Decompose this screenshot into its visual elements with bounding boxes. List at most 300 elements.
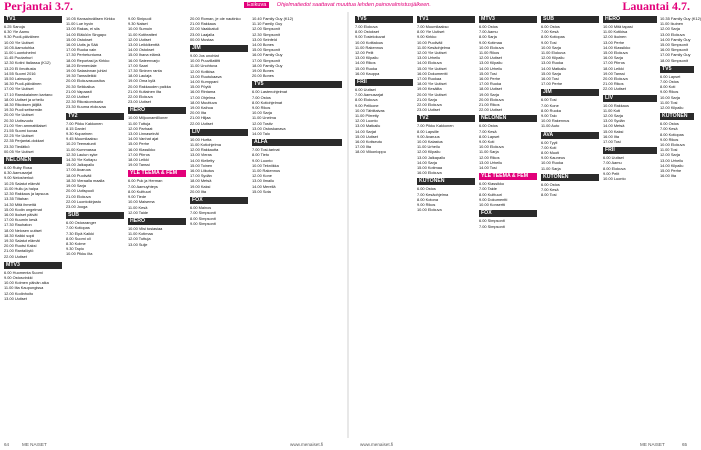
programme-listing: 11.00 Tosi — [660, 147, 678, 153]
programme-listing: 8.00 Lapset — [479, 133, 500, 139]
programme-listing: 18.00 Uutiset ja urheilu — [4, 96, 44, 102]
programme-listing: 16.00 Uutis ja Sää — [66, 42, 98, 48]
programme-listing: 17.30 Sininen ranta — [128, 68, 162, 74]
schedule-column — [541, 16, 599, 438]
programme-listing: 10.00 Rakkaus — [603, 102, 629, 108]
channel-header: TV5 — [660, 66, 694, 73]
programme-listing: 10.00 Konsertti — [479, 202, 506, 208]
programme-listing: 9.00 Talo — [541, 113, 557, 119]
schedule-column — [479, 16, 537, 438]
programme-listing: 14.00 Talo — [252, 131, 270, 137]
programme-listing: 22.00 Elokuva — [128, 94, 153, 100]
channel-header: HERO — [603, 16, 657, 23]
programme-listing: 13.00 Perhe — [603, 39, 625, 45]
programme-listing: 7.00 Aamu — [479, 29, 498, 35]
programme-listing: 22.00 Luontokirjasto — [66, 198, 102, 204]
programme-listing: 12.00 Simpsonit — [252, 26, 280, 32]
programme-listing: 19.30 Tanssileikki — [66, 73, 97, 79]
programme-listing: 18.30 Kaikki sopii — [4, 232, 35, 238]
programme-listing: 9.00 Tosi — [541, 39, 557, 45]
channel-block — [541, 174, 599, 198]
programme-listing: 10.00 Pikku ilta — [66, 251, 93, 257]
programme-listing: 13.00 Rakas, ei siis — [66, 26, 100, 32]
programme-listing: 9.00 Kauneus — [541, 155, 566, 161]
programme-listing: 13.00 Urheilu — [417, 55, 441, 61]
schedule-column — [66, 16, 124, 438]
programme-listing: 14.00 Family Guy — [660, 36, 691, 42]
programme-listing: 18.00 Viikonloppu — [355, 149, 386, 155]
channel-header: KUTONEN — [417, 178, 475, 185]
programme-listing: 21.55 Suomi kuvaa — [4, 128, 38, 134]
channel-header: MTV3 — [4, 262, 62, 269]
right-page-day-title: Lauantai 4.7. — [622, 0, 690, 13]
channel-header: FRII — [603, 147, 657, 154]
programme-listing: 8.00 Ostokset — [355, 29, 380, 35]
programme-listing: 12.00 Rikos — [479, 154, 500, 160]
programme-listing: 12.00 Taide — [128, 209, 149, 215]
programme-listing: 17.00 Ruoka — [479, 81, 502, 87]
programme-listing: 15.00 Jalkapallo — [66, 162, 95, 168]
channel-block — [479, 210, 537, 228]
channel-block — [66, 212, 124, 256]
programme-listing: 9.00 Koti — [479, 139, 495, 145]
programme-listing: 7.00 Aamuyhteys — [128, 183, 158, 189]
programme-listing: 8.00 Koti — [660, 84, 676, 90]
programme-listing: 14.00 Kilpailu — [660, 162, 684, 168]
programme-listing: 10.00 Yle Uutiset — [4, 39, 34, 45]
programme-listing: 19.00 Satasinnan juhlat — [66, 68, 107, 74]
programme-listing: 19.00 Sarja — [479, 91, 499, 97]
programme-listing: 6.30 Yle Aamu — [4, 29, 30, 35]
programme-listing: 8.00 Kotona — [417, 196, 438, 202]
programme-listing: 21.00 Elokuva — [66, 193, 91, 199]
channel-header: TV5 — [252, 81, 342, 88]
programme-listing: 16.00 Kauppa — [355, 70, 380, 76]
programme-listing: 8.00 Tosi — [541, 192, 557, 198]
right-url: www.menaiset.fi — [360, 442, 394, 447]
programme-listing: 9.00 Nelosherkut — [4, 175, 34, 181]
programme-listing: 9.00 Simpsonit — [190, 220, 216, 226]
programme-listing: 13.35 Tiltahan — [4, 196, 29, 202]
channel-block — [252, 16, 342, 78]
programme-listing: 17.00 Ilta — [355, 144, 372, 150]
programme-listing: 8.00 Kotiopas — [541, 34, 565, 40]
programme-listing: 11.00 Kotiteatteri — [128, 31, 158, 37]
programme-listing: 11.00 Ilta Kaupungissa — [4, 285, 44, 291]
programme-listing: 17.00 Simpsonit — [252, 57, 280, 63]
programme-listing: 10.00 Kalastus — [417, 139, 443, 145]
programme-listing: 14.55 Suomi 2016 — [4, 70, 36, 76]
programme-listing: 6.00 Uutiset — [355, 87, 376, 93]
programme-listing: 6.00 Mainos — [190, 205, 212, 211]
programme-listing: 11.00 Tuttuja — [128, 120, 151, 126]
programme-listing: 11.00 Unelma — [252, 115, 276, 121]
programme-listing: 19.00 Sarja — [66, 183, 86, 189]
programme-listing: 17.00 Family Guy — [660, 52, 691, 58]
programme-listing: 20.00 Ruotsi Kaksi — [4, 243, 37, 249]
programme-listing: 10.00 Tekniikka — [252, 162, 279, 168]
programme-listing: 9.45 Muumilaakso — [66, 136, 98, 142]
programme-listing: 20.00 Roman, je ole nautinko — [190, 16, 241, 21]
programme-listing: 15.00 Ostokset — [66, 36, 93, 42]
channel-block — [541, 89, 599, 128]
channel-header: HERO — [128, 218, 186, 225]
programme-listing: 15.00 Tosi — [479, 70, 497, 76]
programme-listing: 17.00 Kuumin kesä — [4, 217, 38, 223]
programme-listing: 8.00 Elokuva — [355, 97, 378, 103]
programme-listing: 13.00 Jalkapallo — [417, 154, 446, 160]
programme-listing: 9.00 Tiede — [128, 194, 147, 200]
channel-header: YLE TEEMA & FEM — [479, 173, 537, 180]
programme-listing: 14.00 Klassikko — [603, 44, 631, 50]
programme-listing: 7.00 Kone — [541, 102, 559, 108]
programme-listing: 7.00 Koti — [541, 144, 557, 150]
channel-block — [252, 139, 342, 194]
programme-listing: 12.00 Kilpailu — [660, 105, 684, 111]
programme-listing: 11.00 Auto — [541, 123, 560, 129]
programme-listing: 13.00 Urheilu — [479, 159, 503, 165]
programme-listing: 13.00 Matkailu — [355, 123, 381, 129]
programme-listing: 9.00 Dokumentti — [479, 196, 508, 202]
programme-listing: 16.00 Family Guy — [252, 52, 283, 58]
channel-header: FOX — [479, 210, 537, 217]
programme-listing: 13.00 Linnaseinät — [128, 131, 159, 137]
programme-listing: 18.00 Leikki — [128, 157, 149, 163]
programme-listing: 12.00 Kilpailu — [541, 55, 565, 61]
programme-listing: 13.00 Seinfeld — [252, 36, 277, 42]
channel-block — [128, 170, 186, 214]
programme-listing: 11.00 Piirretty — [355, 113, 379, 119]
programme-listing: 13.00 Ostoskanava — [252, 125, 286, 131]
programme-listing: 6.00 Ostosranger — [66, 220, 97, 226]
programme-listing: 11.00 Ikuinen — [660, 21, 684, 27]
programme-listing: 7.00 Kotiopas — [66, 225, 90, 231]
programme-listing: 7.00 Ostos — [252, 94, 271, 100]
programme-listing: 12.30 Simpsonit — [252, 31, 280, 37]
channel-header: TV1 — [417, 16, 475, 23]
channel-header: YLE TEEMA & FEM — [128, 170, 186, 177]
programme-listing: 15.00 Perhe — [660, 168, 682, 174]
channel-header: LIV — [603, 95, 657, 102]
programme-listing: 14.00 Vanhat ajat — [128, 136, 159, 142]
programme-listing: 20.00 Elokuva — [603, 76, 628, 82]
programme-listing: 21.00 Ylen ammattilaiset — [4, 122, 47, 128]
programme-listing: 10.40 Family Guy (K12) — [252, 16, 294, 21]
programme-listing: 8.15 Daniel — [66, 125, 86, 131]
programme-listing: 22.00 Uutiset — [603, 86, 626, 92]
programme-listing: 20.30 Uutisvuoto — [4, 117, 34, 123]
programme-listing: 10.25 Salatut elämät — [4, 180, 40, 186]
channel-block — [660, 66, 694, 110]
programme-listing: 7.00 Pikku Kakkonen — [66, 120, 103, 126]
programme-listing: 7.00 Aamu — [603, 160, 622, 166]
programme-listing: 14.00 Tosi — [479, 165, 497, 171]
programme-listing: 11.00 Urheilu — [417, 144, 440, 150]
programme-listing: 9.00 Kirkko — [417, 34, 437, 40]
programme-listing: 11.00 Sarja — [479, 149, 499, 155]
programme-listing: 9.00 Rikos — [417, 202, 436, 208]
programme-listing: 18.00 Nelosen uutiset — [4, 227, 42, 233]
programme-listing: 12.00 Kilpailu — [417, 149, 441, 155]
programme-listing: 16.00 Perhe — [479, 76, 501, 82]
channel-block — [660, 16, 701, 63]
programme-listing: 18.00 Metsä — [190, 178, 212, 184]
programme-listing: 12.00 Sarja — [660, 26, 680, 32]
channel-block — [190, 16, 248, 42]
channel-header: LIV — [190, 129, 248, 136]
channel-header: SUB — [541, 16, 599, 23]
programme-listing: 21.00 Sarja — [417, 96, 437, 102]
programme-listing: 19.00 Tanssi — [603, 70, 625, 76]
programme-listing: 11.00 Elokuva — [541, 50, 566, 56]
programme-listing: 8.00 Kotiohjelmat — [252, 99, 283, 105]
programme-listing: 11.00 Kotiohjelma — [190, 142, 221, 148]
programme-listing: 15.00 Toinen — [190, 162, 213, 168]
programme-listing: 7.00 Kesä — [541, 29, 559, 35]
schedule-column — [252, 16, 342, 438]
left-page-number: 64 — [4, 442, 10, 447]
programme-listing: 9.00 Luonto — [252, 157, 273, 163]
programme-listing: 7.00 Tosi-tarinat — [252, 147, 280, 153]
programme-listing: 10.05 Kansainvälisen Kirkko — [66, 16, 115, 21]
programme-listing: 19.30 Puoli seitsemän — [4, 107, 43, 113]
left-page-day-title: Perjantai 3.7. — [4, 0, 73, 13]
programme-listing: 16.30 Puoli-päiväinen — [4, 81, 42, 87]
programme-listing: 11.00 Rikos — [479, 50, 500, 56]
programme-listing: 12.00 Parhaat — [128, 125, 153, 131]
programme-listing: 13.20 Ei ilmoitusta — [4, 65, 36, 71]
programme-listing: 13.00 Ruutukaava — [190, 73, 222, 79]
programme-listing: 15.00 Pöytä — [190, 84, 211, 90]
programme-listing: 7.00 Aamusarjat — [355, 92, 384, 98]
programme-listing: 13.00 Sydän — [603, 118, 625, 124]
programme-listing: 14.00 Merellä — [252, 183, 276, 189]
programme-listing: 17.30 Perhetuntuma — [66, 52, 102, 58]
programme-listing: 10.00 Luonto — [603, 176, 626, 182]
programme-listing: 9.00 Kotimaa — [479, 39, 502, 45]
programme-listing: 20.00 Yle Uutiset — [4, 112, 34, 118]
channel-block — [417, 115, 475, 175]
programme-listing: 20.00 Rakkauden paikka — [128, 83, 171, 89]
left-brand: ME NAISET — [22, 442, 47, 447]
programme-listing: 6.00 Simpsonit — [479, 218, 505, 224]
channel-header: NELONEN — [4, 157, 62, 164]
programme-listing: 11.00 Unohtuva — [190, 63, 218, 69]
programme-listing: 17.00 Perhe — [541, 81, 563, 87]
programme-listing: 11.00 Rakennus — [355, 44, 384, 50]
programme-listing: 7.00 Simpsonit — [190, 210, 216, 216]
channel-block — [417, 16, 475, 112]
programme-listing: 9.00 Rikos — [252, 105, 271, 111]
channel-block — [4, 16, 62, 154]
programme-listing: 17.00 Piirros — [128, 151, 150, 157]
programme-listing: 19.00 Bones — [252, 68, 274, 74]
programme-listing: 6.00 Ostos — [479, 123, 498, 129]
programme-listing: 19.00 Tanssi — [128, 162, 150, 168]
programme-listing: 16.00 Klassikko — [128, 146, 156, 152]
channel-header: AVA — [541, 132, 599, 139]
channel-block — [190, 129, 248, 194]
programme-listing: 7.00 Taide — [479, 186, 497, 192]
programme-listing: 16.00 Elokuva — [417, 170, 442, 176]
programme-listing: 16.00 Ilta — [660, 173, 677, 179]
programme-listing: 20.00 Ilta — [190, 110, 207, 116]
programme-listing: 20.30 Seikkailua — [66, 83, 95, 89]
programme-listing: 18.00 Puoliväli — [66, 172, 92, 178]
programme-listing: 13.00 Uutiset — [4, 295, 27, 301]
programme-listing: 16.00 Ilta — [603, 133, 620, 139]
programme-listing: 14.00 Eläköön Singapo — [66, 31, 107, 37]
channel-block — [479, 16, 537, 112]
programme-listing: 21.00 Kultainen ilta — [128, 88, 162, 94]
programme-listing: 7.00 Ostos — [660, 79, 679, 85]
programme-listing: 9.00 Jos unohtat — [190, 53, 219, 59]
programme-listing: 17.00 Ruokaa — [417, 76, 442, 82]
programme-listing: 6.00 Lapset — [660, 73, 681, 79]
programme-listing: 11.00 Kotimaa — [128, 231, 153, 237]
channel-header: NELONEN — [479, 115, 537, 122]
programme-listing: 22.00 Uutiset — [4, 253, 27, 259]
channel-header: TV2 — [66, 113, 124, 120]
channel-block — [660, 113, 694, 178]
programme-listing: 17.00 Avaruus — [66, 167, 91, 173]
programme-listing: 10.00 Sarja — [541, 44, 561, 50]
left-url: www.menaiset.fi — [290, 442, 324, 447]
programme-listing: 13.00 Kilpailu — [355, 55, 379, 61]
programme-listing: 9.00 Ostosvinkki — [4, 274, 33, 280]
programme-listing: 15.00 Elokuva — [603, 50, 628, 56]
channel-header: KUTONEN — [541, 174, 599, 181]
programme-listing: 16.00 Kotiseutu — [355, 139, 383, 145]
channel-block — [541, 132, 599, 171]
programme-listing: 14.00 Ostokset — [128, 47, 155, 53]
programme-listing: 17.00 Ruoka vain — [66, 47, 97, 53]
channel-block — [603, 95, 657, 145]
programme-listing: 7.00 Pikku Kakkonen — [417, 123, 454, 129]
channel-block — [190, 45, 248, 126]
programme-listing: 11.10 Family Guy — [252, 21, 283, 27]
programme-listing: 8.00 Elokuva — [603, 165, 626, 171]
programme-listing: 9.00 Pelikone — [355, 102, 379, 108]
channel-block — [603, 147, 657, 181]
channel-block — [128, 218, 186, 247]
programme-listing: 9.00 Tosielokuvat — [355, 34, 385, 40]
programme-listing: 7.30 Eipä Kaikki — [66, 230, 94, 236]
channel-block — [355, 79, 413, 155]
programme-listing: 6.00 Uutiset — [603, 155, 624, 161]
programme-listing: 11.00 Kotikisa — [603, 29, 628, 35]
programme-listing: 14.00 Bones — [252, 42, 274, 48]
programme-listing: 16.00 Liikutus — [190, 168, 215, 174]
programme-listing: 15.00 Uutiset — [355, 133, 378, 139]
channel-block — [252, 81, 342, 136]
programme-listing: 00.05 Yle Uutiset — [4, 148, 34, 154]
page-gutter — [347, 12, 349, 438]
programme-listing: 12.00 Kone — [252, 173, 272, 179]
programme-listing: 22.00 Vaakkatuli — [190, 26, 219, 32]
programme-listing: 19.00 Kaihoa — [190, 105, 213, 111]
programme-listing: 18.00 Family Guy — [252, 62, 283, 68]
programme-listing: 6.30 Aamusarjat — [4, 170, 33, 176]
programme-listing: 8.00 Muoti — [541, 150, 560, 156]
programme-listing: 21.00 Rikos — [479, 102, 500, 108]
programme-listing: 22.30 Rikoskomisario — [66, 99, 104, 105]
programme-listing: 6.00 Ostos — [479, 24, 498, 29]
programme-listing: 18.00 Uutiset — [479, 86, 502, 92]
programme-listing: 10.00 Sarja — [252, 110, 272, 116]
channel-block — [66, 16, 124, 110]
programme-listing: 6.00 Tyyli — [541, 139, 558, 145]
schedule-column — [660, 16, 701, 438]
programme-listing: 20.00 Ilta — [190, 188, 207, 194]
programme-listing: 16.00 Simpsonit — [660, 47, 688, 53]
programme-listing: 10.05 Aamutuhka — [4, 44, 35, 50]
programme-listing: 13.00 Urheilu — [660, 157, 684, 163]
right-page-number: 65 — [682, 442, 688, 447]
channel-header: MTV3 — [479, 16, 537, 23]
programme-listing: 14.00 Elokuva — [417, 60, 442, 66]
channel-block — [479, 173, 537, 207]
channel-block — [190, 197, 248, 226]
channel-block — [128, 16, 186, 104]
programme-listing: 12.30 Laulun syke — [66, 151, 98, 157]
programme-listing: 18.00 Leikki — [603, 65, 624, 71]
programme-listing: 10.00 Tähtitaivas — [355, 107, 385, 113]
programme-listing: 21.00 Rakkaus — [190, 21, 216, 27]
programme-listing: 6.00 Lastenohjelmat — [252, 89, 288, 95]
programme-listing: 12.00 Tuttuja — [128, 236, 151, 242]
channel-block — [541, 16, 599, 86]
channel-block — [4, 157, 62, 259]
programme-listing: 19.00 Oma kylä — [128, 78, 156, 84]
disclaimer-text: Ohjelmatiedot saattavat muuttua lehden painovalmistusjälkeen. — [276, 2, 431, 8]
programme-listing: 11.00 Rakennus — [252, 168, 281, 174]
schedule-column — [128, 16, 186, 438]
channel-header: SUB — [66, 212, 124, 219]
channel-block — [128, 107, 186, 167]
programme-listing: 17.00 Saari — [128, 62, 148, 68]
programme-listing: 11.00 Luontohelmi — [4, 50, 36, 56]
programme-listing: 18.00 Muuttuva — [190, 99, 217, 105]
programme-listing: 11.00 Tosi — [660, 99, 678, 105]
programme-listing: 9.30 Puoli-päiväinen — [4, 34, 40, 40]
programme-listing: 22.00 Uutiset — [479, 107, 502, 113]
programme-listing: 18.00 Yle Uutiset — [417, 81, 447, 87]
programme-listing: 14.00 Metsä — [603, 123, 625, 129]
programme-listing: 22.00 Uutiset — [66, 94, 89, 100]
programme-listing: 12.30 Kotini Italiassa (K12) — [4, 60, 51, 66]
programme-listing: 9.30 Tapio — [66, 246, 84, 252]
programme-listing: 19.30 Salatut elämät — [4, 237, 40, 243]
programme-listing: 10.00 Elokuva — [417, 207, 442, 213]
programme-listing: 22.00 Elokuva — [417, 102, 442, 108]
programme-listing: 10.00 Elokuva — [479, 144, 504, 150]
programme-listing: 22.25 Yle Uutiset — [4, 133, 34, 139]
programme-listing: 17.10 Ranskalainen kartano — [4, 91, 53, 97]
programme-listing: 11.45 Puutarhuri — [4, 55, 33, 61]
programme-listing: 12.00 Pelit — [355, 50, 374, 56]
programme-listing: 22.35 Perjantai-dokkari — [4, 138, 45, 144]
programme-listing: 18.00 Simpsonit — [660, 57, 688, 63]
channel-block — [603, 16, 657, 92]
programme-listing: 00.00 Mustaa — [190, 36, 214, 42]
programme-listing: 18.30 Rikoksen jäljillä — [4, 102, 42, 108]
programme-listing: 11.00 Kesäohjelma — [417, 44, 451, 50]
programme-listing: 6.00 Klassikko — [479, 181, 505, 187]
programme-listing: 23.00 Laajalla — [190, 31, 215, 37]
programme-listing: 23.00 Uutiset — [128, 99, 151, 105]
programme-listing: 7.00 Muumilaakso — [417, 24, 449, 29]
